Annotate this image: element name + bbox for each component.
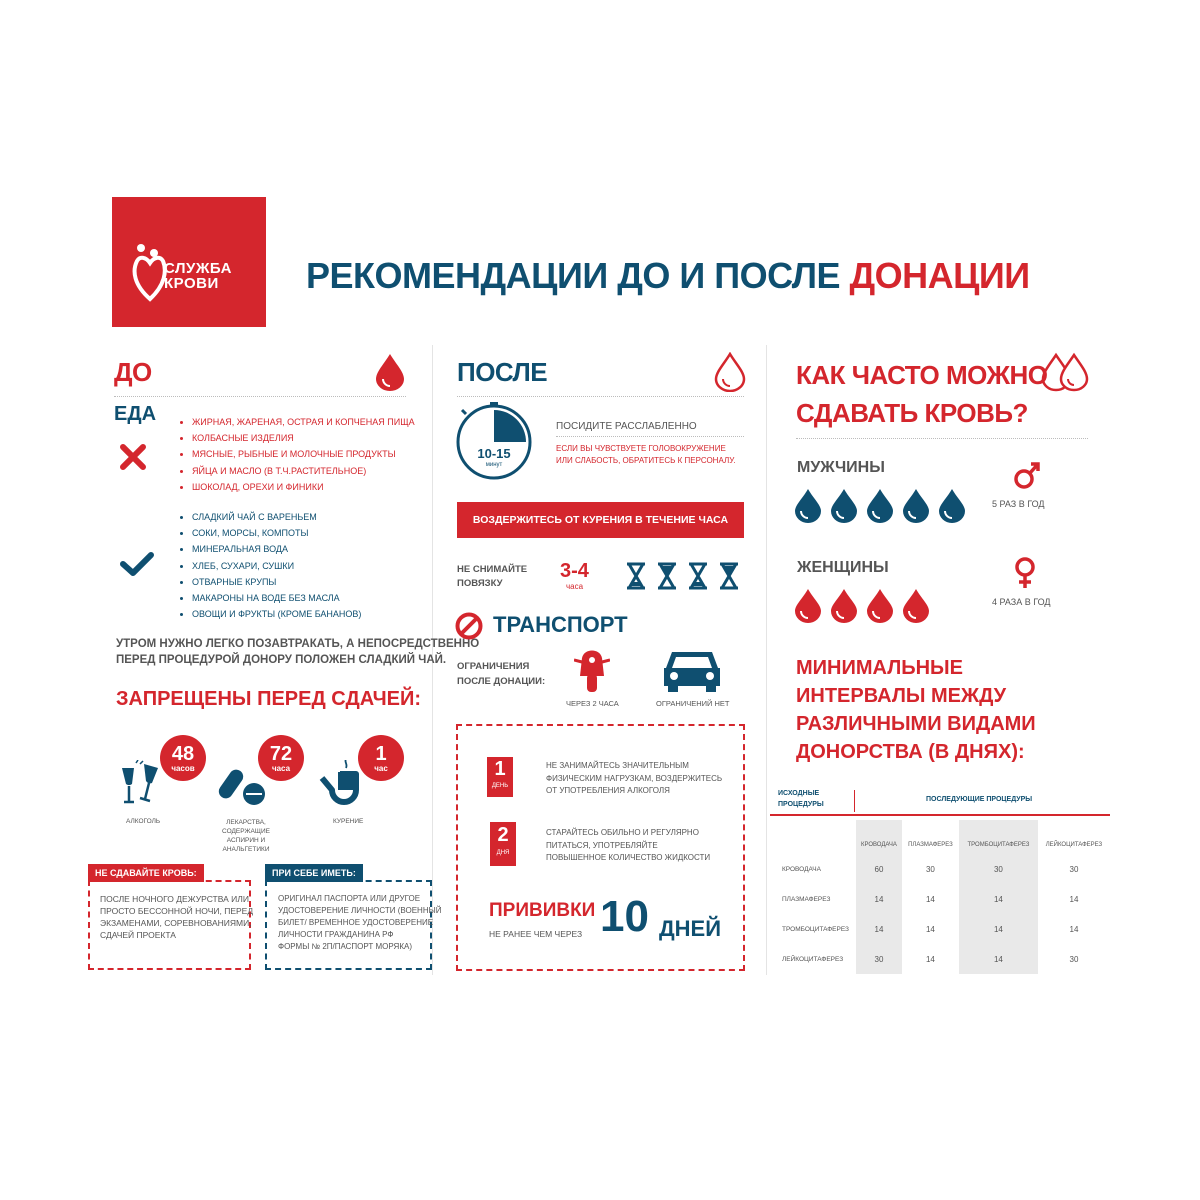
text-line: НЕ ЗАНИМАЙТЕСЬ ЗНАЧИТЕЛЬНЫМ	[546, 761, 689, 770]
text-line: ПРОСТО БЕССОННОЙ НОЧИ, ПЕРЕД	[100, 906, 254, 916]
separator	[114, 396, 406, 397]
hourglass-icon	[720, 564, 738, 588]
list-item: ШОКОЛАД, ОРЕХИ И ФИНИКИ	[180, 479, 415, 495]
breakfast-note	[116, 636, 479, 668]
text-line: СТАРАЙТЕСЬ ОБИЛЬНО И РЕГУЛЯРНО	[546, 828, 699, 837]
bandage-value: 3-4	[560, 560, 589, 582]
day2-text	[546, 827, 710, 865]
restrictions-line: ПОСЛЕ ДОНАЦИИ:	[457, 676, 546, 687]
table-cell: 30	[959, 854, 1038, 884]
hourglass-icons	[624, 562, 740, 590]
dont-donate-tag: НЕ СДАВАЙТЕ КРОВЬ:	[88, 864, 204, 882]
intervals-line: РАЗЛИЧНЫМИ ВИДАМИ	[796, 713, 1036, 735]
dizzy-line: ИЛИ СЛАБОСТЬ, ОБРАТИТЕСЬ К ПЕРСОНАЛУ.	[556, 456, 736, 465]
list-item: ОТВАРНЫЕ КРУПЫ	[180, 574, 361, 590]
text-line: ФОРМЫ № 2П/ПАСПОРТ МОРЯКА)	[278, 942, 412, 951]
blood-drop-icon	[374, 352, 406, 392]
table-header-rule	[770, 814, 1110, 816]
clock-icon	[454, 402, 534, 482]
badge-unit: час	[374, 764, 388, 773]
badge-number: 1	[375, 743, 387, 765]
bring-text	[278, 893, 441, 953]
table-row	[770, 854, 1110, 884]
dont-donate-text	[100, 893, 253, 941]
table-next-header: ПОСЛЕДУЮЩИЕ ПРОЦЕДУРЫ	[926, 796, 1033, 803]
day2-box	[490, 822, 516, 866]
frequency-heading	[796, 356, 1047, 432]
prohibited-heading: ЗАПРЕЩЕНЫ ПЕРЕД СДАЧЕЙ:	[116, 688, 422, 710]
separator	[796, 438, 1088, 439]
men-drops	[794, 488, 974, 524]
badge-number: 48	[171, 743, 195, 765]
dizzy-note	[556, 443, 735, 467]
smoking-badge	[358, 735, 404, 781]
text-line: ОТ УПОТРЕБЛЕНИЯ АЛКОГОЛЯ	[546, 786, 670, 795]
food-heading: ЕДА	[114, 403, 157, 425]
table-row	[770, 944, 1110, 974]
smoking-label: КУРЕНИЕ	[333, 818, 364, 825]
medicine-badge	[258, 735, 304, 781]
clock-value: 10-15	[477, 446, 511, 461]
table-source-header	[778, 788, 824, 810]
table-row	[770, 914, 1110, 944]
day2-unit: ДНЯ	[496, 850, 510, 856]
vaccines-number: 10	[600, 892, 649, 941]
blood-drop-icon	[795, 589, 821, 623]
table-cell: 14	[925, 894, 935, 904]
table-cell: 14	[1069, 894, 1079, 904]
transport-heading: ТРАНСПОРТ	[493, 612, 628, 637]
bandage-line: НЕ СНИМАЙТЕ	[457, 564, 528, 575]
blood-drop-outline-icon	[714, 352, 746, 392]
list-item: КОЛБАСНЫЕ ИЗДЕЛИЯ	[180, 430, 415, 446]
alcohol-badge	[160, 735, 206, 781]
day1-number: 1	[494, 758, 506, 780]
alcohol-label: АЛКОГОЛЬ	[126, 818, 161, 825]
scooter-icon	[574, 646, 610, 694]
text-line: ЭКЗАМЕНАМИ, СОРЕВНОВАНИЯМИ,	[100, 918, 252, 928]
table-column-header: ЛЕЙКОЦИТАФЕРЕЗ	[1045, 842, 1103, 848]
list-item: СЛАДКИЙ ЧАЙ С ВАРЕНЬЕМ	[180, 509, 361, 525]
blood-drop-icon	[831, 589, 857, 623]
women-drops	[794, 588, 944, 624]
table-cell: 14	[959, 884, 1038, 914]
glasses-icon	[116, 760, 166, 808]
table-cell: 30	[1069, 864, 1079, 874]
breakfast-line: ПЕРЕД ПРОЦЕДУРОЙ ДОНОРУ ПОЛОЖЕН СЛАДКИЙ ЧАЙ.	[116, 654, 447, 666]
men-label: МУЖЧИНЫ	[797, 459, 885, 476]
car-label: ОГРАНИЧЕНИЙ НЕТ	[656, 699, 730, 708]
frequency-heading-line: СДАВАТЬ КРОВЬ?	[796, 398, 1028, 428]
title-part1: РЕКОМЕНДАЦИИ ДО И ПОСЛЕ	[306, 255, 850, 296]
two-drops-icon	[1040, 352, 1090, 392]
dizzy-line: ЕСЛИ ВЫ ЧУВСТВУЕТЕ ГОЛОВОКРУЖЕНИЕ	[556, 444, 726, 453]
bandage-line: ПОВЯЗКУ	[457, 578, 503, 589]
male-icon	[1013, 460, 1041, 490]
table-cell: 14	[925, 954, 935, 964]
header-line: ИСХОДНЫЕ	[778, 790, 820, 797]
badge-unit: часов	[171, 764, 195, 773]
list-item: ЯЙЦА И МАСЛО (В Т.Ч.РАСТИТЕЛЬНОЕ)	[180, 463, 415, 479]
blood-drop-icon	[939, 489, 965, 523]
blood-drop-icon	[903, 489, 929, 523]
car-icon	[660, 646, 724, 694]
table-column-header: КРОВОДАЧА	[856, 820, 902, 854]
medicine-label	[206, 818, 286, 854]
table-cell: 14	[959, 944, 1038, 974]
separator	[457, 396, 744, 397]
table-cell: 14	[856, 914, 902, 944]
table-row-header: ПЛАЗМАФЕРЕЗ	[782, 895, 831, 903]
header-line: ПРОЦЕДУРЫ	[778, 801, 824, 808]
text-line: УДОСТОВЕРЕНИЕ ЛИЧНОСТИ (ВОЕННЫЙ	[278, 906, 442, 915]
intervals-line: ИНТЕРВАЛЫ МЕЖДУ	[796, 685, 1007, 707]
vaccines-unit: ДНЕЙ	[659, 916, 722, 941]
restrictions-line: ОГРАНИЧЕНИЯ	[457, 661, 530, 672]
text-line: ЛИЧНОСТИ ГРАЖДАНИНА РФ	[278, 930, 394, 939]
day1-unit: ДЕНЬ	[491, 783, 509, 789]
blood-drop-icon	[831, 489, 857, 523]
day1-text	[546, 760, 722, 798]
bandage-unit: часа	[566, 582, 584, 591]
logo-line1: СЛУЖБА	[164, 260, 232, 277]
table-column-header: ТРОМБОЦИТАФЕРЕЗ	[959, 820, 1038, 854]
table-row-header: ТРОМБОЦИТАФЕРЕЗ	[782, 925, 849, 933]
women-label: ЖЕНЩИНЫ	[797, 559, 889, 576]
frequency-heading-line: КАК ЧАСТО МОЖНО	[796, 360, 1048, 390]
list-item: СОКИ, МОРСЫ, КОМПОТЫ	[180, 525, 361, 541]
text-line: СДАЧЕЙ ПРОЕКТА	[100, 930, 176, 940]
sit-relaxed: ПОСИДИТЕ РАССЛАБЛЕННО	[556, 421, 697, 432]
before-heading: ДО	[114, 357, 152, 387]
page-title	[306, 255, 1030, 297]
men-drops-chart	[794, 488, 974, 524]
allowed-food-list	[180, 509, 361, 622]
table-row-header: КРОВОДАЧА	[782, 865, 821, 873]
title-part2: ДОНАЦИИ	[849, 255, 1030, 296]
text-line: ПОСЛЕ НОЧНОГО ДЕЖУРСТВА ИЛИ	[100, 894, 249, 904]
moto-label: ЧЕРЕЗ 2 ЧАСА	[566, 699, 619, 708]
text-line: ФИЗИЧЕСКИМ НАГРУЗКАМ, ВОЗДЕРЖИТЕСЬ	[546, 773, 723, 783]
intervals-line: ДОНОРСТВА (В ДНЯХ):	[796, 741, 1025, 763]
vaccines-sub: НЕ РАНЕЕ ЧЕМ ЧЕРЕЗ	[489, 929, 583, 939]
table-cell: 30	[925, 864, 935, 874]
logo	[112, 197, 266, 327]
forbidden-food-list	[180, 414, 415, 495]
badge-unit: часа	[271, 764, 291, 773]
donor-heart-icon	[132, 241, 168, 303]
hourglass-icon	[658, 564, 676, 588]
no-smoking-banner: ВОЗДЕРЖИТЕСЬ ОТ КУРЕНИЯ В ТЕЧЕНИЕ ЧАСА	[457, 502, 744, 538]
checkmark-icon	[120, 551, 154, 577]
breakfast-line: УТРОМ НУЖНО ЛЕГКО ПОЗАВТРАКАТЬ, А НЕПОСРЕДСТВЕННО	[116, 638, 480, 650]
column-divider	[766, 345, 767, 975]
table-cell: 14	[959, 914, 1038, 944]
clock-unit: минут	[485, 462, 503, 468]
text-line: ОРИГИНАЛ ПАСПОРТА ИЛИ ДРУГОЕ	[278, 894, 421, 903]
day2-number: 2	[497, 824, 509, 846]
table-row	[770, 820, 1110, 854]
vaccines-heading: ПРИВИВКИ	[489, 900, 596, 921]
women-drops-chart	[794, 588, 944, 624]
list-item: МЯСНЫЕ, РЫБНЫЕ И МОЛОЧНЫЕ ПРОДУКТЫ	[180, 446, 415, 462]
table-cell	[770, 820, 856, 854]
women-value: 4 РАЗА В ГОД	[992, 597, 1051, 607]
list-item: МИНЕРАЛЬНАЯ ВОДА	[180, 541, 361, 557]
intervals-heading	[796, 654, 1036, 766]
table-cell: 30	[856, 944, 902, 974]
list-item: ЖИРНАЯ, ЖАРЕНАЯ, ОСТРАЯ И КОПЧЕНАЯ ПИЩА	[180, 414, 415, 430]
table-cell: 14	[856, 884, 902, 914]
medicine-label-line: АСПИРИН И АНАЛЬГЕТИКИ	[222, 837, 270, 853]
day1-box	[487, 757, 513, 797]
text-line: ПОВЫШЕННОЕ КОЛИЧЕСТВО ЖИДКОСТИ	[546, 853, 711, 862]
table-cell: 14	[925, 924, 935, 934]
hourglass-icon	[689, 564, 707, 588]
hourglass-icon	[627, 564, 645, 588]
table-column-header: ПЛАЗМАФЕРЕЗ	[908, 842, 953, 848]
intervals-table	[770, 820, 1110, 974]
badge-number: 72	[269, 743, 293, 765]
bring-tag: ПРИ СЕБЕ ИМЕТЬ:	[265, 864, 363, 882]
text-line: БИЛЕТ/ ВРЕМЕННОЕ УДОСТОВЕРЕНИЕ	[278, 918, 434, 927]
blood-drop-icon	[867, 489, 893, 523]
after-heading: ПОСЛЕ	[457, 357, 548, 387]
female-icon	[1012, 557, 1038, 589]
men-value: 5 РАЗ В ГОД	[992, 499, 1045, 509]
header-divider	[854, 790, 855, 812]
text-line: ПИТАТЬСЯ, УПОТРЕБЛЯЙТЕ	[546, 840, 658, 850]
blood-drop-icon	[903, 589, 929, 623]
separator	[556, 436, 744, 437]
blood-drop-icon	[795, 489, 821, 523]
table-cell: 60	[856, 854, 902, 884]
blood-drop-icon	[867, 589, 893, 623]
table-row-header: ЛЕЙКОЦИТАФЕРЕЗ	[782, 955, 844, 963]
restrictions-label	[457, 659, 545, 689]
list-item: МАКАРОНЫ НА ВОДЕ БЕЗ МАСЛА	[180, 590, 361, 606]
logo-line2: КРОВИ	[164, 275, 219, 292]
list-item: ХЛЕБ, СУХАРИ, СУШКИ	[180, 558, 361, 574]
intervals-line: МИНИМАЛЬНЫЕ	[796, 657, 963, 679]
no-entry-icon	[455, 612, 483, 640]
medicine-label-line: ЛЕКАРСТВА, СОДЕРЖАЩИЕ	[222, 819, 270, 835]
cross-icon	[120, 444, 146, 470]
list-item: ОВОЩИ И ФРУКТЫ (КРОМЕ БАНАНОВ)	[180, 606, 361, 622]
bandage-note	[457, 563, 527, 591]
table-cell: 30	[1069, 954, 1079, 964]
table-row	[770, 884, 1110, 914]
table-cell: 14	[1069, 924, 1079, 934]
